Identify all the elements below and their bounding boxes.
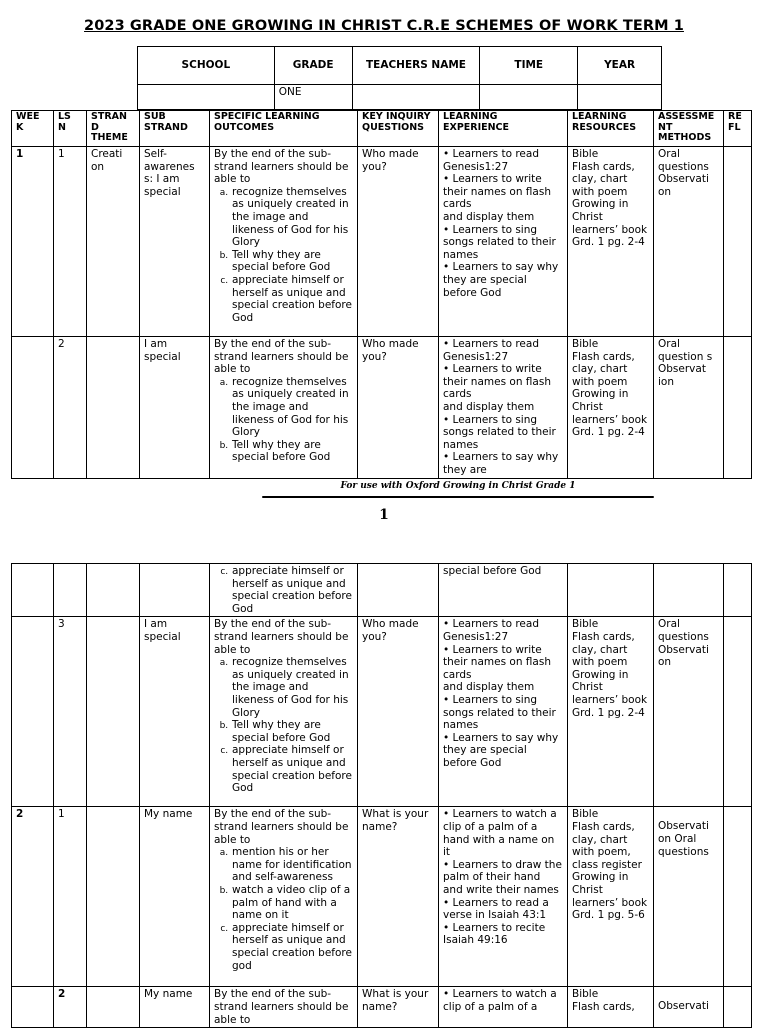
inquiry-cell: What is your name? — [358, 987, 439, 1028]
resource-item: Flash cards, clay, chart with poem Growing in Christ learners’ book Grd. 1 pg. 2-4 — [572, 630, 648, 719]
week-cell: 1 — [12, 147, 54, 337]
table-row — [12, 564, 752, 617]
week-cell — [12, 337, 54, 479]
outcome-item: b. Tell why they are special before God — [231, 439, 353, 464]
school-value — [138, 85, 275, 110]
refl-cell — [724, 564, 752, 617]
resource-item: Bible — [572, 618, 599, 631]
outcome-item: a. recognize themselves as uniquely created in the image and likeness of God for his Glory — [231, 186, 353, 249]
experience-cell — [439, 337, 568, 479]
outcomes-cell — [210, 807, 358, 987]
experience-cell — [439, 807, 568, 987]
resource-item: Bible — [572, 338, 599, 350]
inquiry-cell: Who made you? — [358, 337, 439, 479]
lsn-cell: 2 — [54, 337, 87, 479]
grade-header: GRADE — [274, 47, 352, 85]
outcomes-intro: By the end of the sub-strand learners should be able to — [214, 618, 349, 656]
outcomes-intro: By the end of the sub-strand learners should be able to — [214, 148, 349, 186]
outcomes-cell — [210, 337, 358, 479]
col-week: WEE K — [12, 111, 54, 147]
strand-cell — [87, 564, 140, 617]
teachers-name-header: TEACHERS NAME — [352, 47, 480, 85]
time-value — [480, 85, 578, 110]
assessment-cell: Oral question s Observat ion — [654, 337, 724, 479]
experience-item: and display them — [443, 400, 535, 413]
outcome-item: b. Tell why they are special before God — [231, 719, 353, 744]
outcome-item: a. mention his or her name for identification and self-awareness — [231, 846, 353, 884]
experience-item: • Learners to read Genesis1:27 — [443, 618, 539, 643]
scheme-table-page-1 — [11, 110, 752, 479]
strand-cell: Creati on — [87, 147, 140, 337]
header-table — [137, 46, 662, 110]
experience-item: • Learners to say why they are special before God — [443, 731, 559, 769]
sub-strand-cell: I am special — [140, 337, 210, 479]
week-cell: 2 — [12, 807, 54, 987]
experience-item: • Learners to read Genesis1:27 — [443, 338, 539, 363]
outcome-item: c. appreciate himself or herself as unique and special creation before god — [231, 922, 353, 972]
assessment-cell: Oral questions Observati on — [654, 617, 724, 807]
week-cell — [12, 987, 54, 1028]
experience-item: • Learners to write their names on flash cards — [443, 643, 551, 681]
experience-item: and display them — [443, 210, 535, 223]
refl-cell — [724, 807, 752, 987]
refl-cell — [724, 147, 752, 337]
table-row — [12, 617, 752, 807]
week-cell — [12, 617, 54, 807]
experience-cell: special before God — [439, 564, 568, 617]
inquiry-cell — [358, 564, 439, 617]
resources-cell — [568, 617, 654, 807]
sub-strand-cell — [140, 564, 210, 617]
outcome-item: b. Tell why they are special before God — [231, 249, 353, 274]
resources-cell — [568, 147, 654, 337]
sub-strand-cell: Self-awarenes s: I am special — [140, 147, 210, 337]
resource-item: Bible — [572, 808, 599, 821]
experience-item: • Learners to sing songs related to their names — [443, 413, 556, 451]
assessment-cell: Observati on Oral questions — [654, 807, 724, 987]
outcome-item: c. appreciate himself or herself as unique and special creation before God — [231, 744, 353, 794]
outcomes-cell — [210, 564, 358, 617]
outcomes-list — [214, 846, 353, 972]
col-resources: LEARNING RESOURCES — [568, 111, 654, 147]
experience-item: • Learners to write their names on flash cards — [443, 173, 551, 211]
outcomes-list — [214, 565, 353, 615]
teachers-name-value — [352, 85, 480, 110]
refl-cell — [724, 617, 752, 807]
experience-item: • Learners to say why they are — [443, 451, 559, 476]
outcomes-intro: By the end of the sub-strand learners should be able to — [214, 338, 349, 376]
lsn-cell: 1 — [54, 147, 87, 337]
strand-cell — [87, 337, 140, 479]
strand-cell — [87, 807, 140, 987]
footer-note: For use with Oxford Growing in Christ Grade 1 — [340, 481, 576, 491]
resource-item: Bible — [572, 988, 599, 1001]
year-value — [578, 85, 662, 110]
page-number: 1 — [379, 507, 389, 523]
outcomes-cell — [210, 617, 358, 807]
footer-divider — [262, 496, 654, 498]
resource-item: Flash cards, clay, chart with poem Growing in Christ learners’ book Grd. 1 pg. 2-4 — [572, 350, 648, 439]
sub-strand-cell: My name — [140, 807, 210, 987]
experience-item: • Learners to sing songs related to their names — [443, 693, 556, 732]
outcomes-list — [214, 186, 353, 325]
resource-item: Flash cards, clay, chart with poem, class register Growing in Christ learners’ book Grd. 1 pg. 5-6 — [572, 820, 648, 922]
col-experience: LEARNING EXPERIENCE — [439, 111, 568, 147]
assessment-cell: Observati — [654, 987, 724, 1028]
lsn-cell — [54, 564, 87, 617]
outcome-item: a. recognize themselves as uniquely created in the image and likeness of God for his Glory — [231, 376, 353, 439]
outcomes-list — [214, 656, 353, 795]
col-strand: STRAN D THEME — [87, 111, 140, 147]
lsn-cell: 3 — [54, 617, 87, 807]
strand-cell — [87, 617, 140, 807]
col-refl: RE FL — [724, 111, 752, 147]
resources-cell — [568, 807, 654, 987]
experience-cell — [439, 617, 568, 807]
experience-item: • Learners to sing songs related to their names — [443, 223, 556, 261]
assessment-cell: Oral questions Observati on — [654, 147, 724, 337]
resources-cell — [568, 987, 654, 1028]
resource-item: Flash cards, clay, chart with poem Growing in Christ learners’ book Grd. 1 pg. 2-4 — [572, 160, 648, 249]
experience-item: • Learners to read a verse in Isaiah 43:1 — [443, 896, 549, 922]
grade-value: ONE — [274, 85, 352, 110]
experience-cell: • Learners to watch a clip of a palm of a — [439, 987, 568, 1028]
inquiry-cell: What is your name? — [358, 807, 439, 987]
sub-strand-cell: I am special — [140, 617, 210, 807]
col-lsn: LS N — [54, 111, 87, 147]
experience-item: and display them — [443, 681, 535, 694]
experience-cell — [439, 147, 568, 337]
lsn-cell: 2 — [54, 987, 87, 1028]
experience-item: • Learners to read Genesis1:27 — [443, 148, 539, 173]
outcomes-cell — [210, 147, 358, 337]
outcome-item: a. recognize themselves as uniquely created in the image and likeness of God for his Glory — [231, 656, 353, 719]
col-inquiry: KEY INQUIRY QUESTIONS — [358, 111, 439, 147]
resources-cell — [568, 564, 654, 617]
table-row — [12, 987, 752, 1028]
refl-cell — [724, 987, 752, 1028]
inquiry-cell: Who made you? — [358, 147, 439, 337]
lsn-cell: 1 — [54, 807, 87, 987]
school-header: SCHOOL — [138, 47, 275, 85]
experience-item: • Learners to draw the palm of their hand and write their names — [443, 858, 562, 896]
col-sub-strand: SUB STRAND — [140, 111, 210, 147]
table-row — [12, 147, 752, 337]
inquiry-cell: Who made you? — [358, 617, 439, 807]
strand-cell — [87, 987, 140, 1028]
assessment-cell — [654, 564, 724, 617]
resources-cell — [568, 337, 654, 479]
sub-strand-cell: My name — [140, 987, 210, 1028]
time-header: TIME — [480, 47, 578, 85]
table-row — [12, 807, 752, 987]
outcome-item: b. watch a video clip of a palm of hand with a name on it — [231, 884, 353, 922]
refl-cell — [724, 337, 752, 479]
col-assessment: ASSESSME NT METHODS — [654, 111, 724, 147]
outcomes-list — [214, 376, 353, 464]
col-outcomes: SPECIFIC LEARNING OUTCOMES — [210, 111, 358, 147]
page-title: 2023 GRADE ONE GROWING IN CHRIST C.R.E SCHEMES OF WORK TERM 1 — [84, 18, 684, 34]
experience-item: • Learners to watch a clip of a palm of a hand with a name on it — [443, 808, 557, 859]
experience-item: • Learners to write their names on flash cards — [443, 363, 551, 401]
outcomes-cell: By the end of the sub-strand learners should be able to — [210, 987, 358, 1028]
year-header: YEAR — [578, 47, 662, 85]
outcome-item: c. appreciate himself or herself as unique and special creation before God — [231, 274, 353, 324]
experience-item: • Learners to say why they are special before God — [443, 261, 559, 299]
resource-item: Bible — [572, 148, 599, 160]
experience-item: • Learners to recite Isaiah 49:16 — [443, 921, 546, 947]
week-cell — [12, 564, 54, 617]
table-row — [12, 337, 752, 479]
outcome-item: c. appreciate himself or herself as unique and special creation before God — [231, 565, 353, 615]
resource-item: Flash cards, — [572, 1000, 635, 1013]
outcomes-intro: By the end of the sub-strand learners should be able to — [214, 808, 349, 846]
scheme-table-page-2 — [11, 563, 752, 1028]
